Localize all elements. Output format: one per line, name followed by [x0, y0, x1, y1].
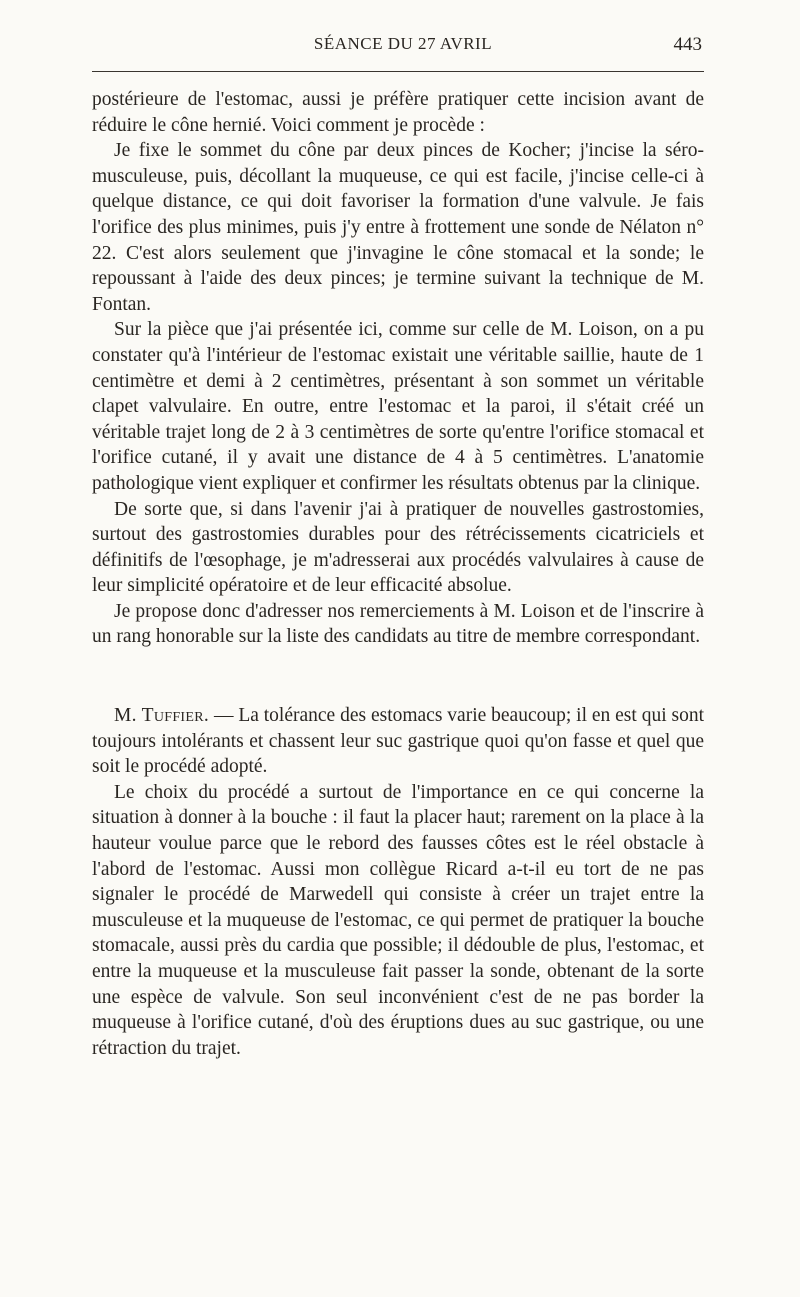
- body-text: [92, 87, 704, 1061]
- paragraph-procedure: Je fixe le sommet du cône par deux pinces de Kocher; j'incise la séro-musculeuse, puis, décollant la muqueuse, ce qui est facile, j'incise celle-ci à quelque distance, ce qui doit favoriser la formation d'une valvule. Je fais l'orifice des plus minimes, puis j'y entre à frottement une sonde de Nélaton n° 22. C'est alors seulement que j'invagine le cône stomacal et la sonde; le repoussant à l'aide des deux pinces; je termine suivant la technique de M. Fontan.: [92, 140, 704, 315]
- header-rule: [92, 71, 704, 72]
- speaker-name: M. Tuffier.: [114, 705, 210, 727]
- tuffier-intervention: [92, 703, 704, 780]
- paragraph-conclusion: De sorte que, si dans l'avenir j'ai à pratiquer de nouvelles gastrostomies, surtout des gastrostomies durables pour des rétrécissements cicatriciels et définitifs de l'œsophage, je m'adresserai aux procédés valvulaires à cause de leur simplicité opératoire et de leur efficacité absolue.: [92, 498, 704, 597]
- paragraph-specimen: Sur la pièce que j'ai présentée ici, comme sur celle de M. Loison, on a pu constater qu'à l'intérieur de l'estomac existait une véritable saillie, haute de 1 centimètre et demi à 2 centimètres, présentant à son sommet un véritable clapet valvulaire. En outre, entre l'estomac et la paroi, il s'était créé un véritable trajet long de 2 à 3 centimètres de sorte qu'entre l'orifice stomacal et l'orifice cutané, il y avait une distance de 4 à 5 centimètres. L'anatomie pathologique vient expliquer et confirmer les résultats obtenus par la clinique.: [92, 319, 704, 494]
- page-number: 443: [673, 34, 702, 55]
- paragraph-continuation: postérieure de l'estomac, aussi je préfère pratiquer cette incision avant de réduire le cône hernié. Voici comment je procède :: [92, 89, 704, 136]
- paragraph-proposal: Je propose donc d'adresser nos remerciements à M. Loison et de l'inscrire à un rang honorable sur la liste des candidats au titre de membre correspondant.: [92, 600, 704, 648]
- running-head: [92, 34, 704, 60]
- tuffier-second-paragraph: Le choix du procédé a surtout de l'importance en ce qui concerne la situation à donner à la bouche : il faut la placer haut; rarement on la place à la hauteur voulue parce que le rebord des fausses côtes est le réel obstacle à l'abord de l'estomac. Aussi mon collègue Ricard a-t-il eu tort de ne pas signaler le procédé de Marwedell qui consiste à créer un trajet entre la musculeuse et la muqueuse de l'estomac, ce qui permet de pratiquer la bouche stomacale, aussi près du cardia que possible; il dédouble de plus, l'estomac, et entre la muqueuse et la musculeuse fait passer la sonde, obtenant de la sorte une espèce de valvule. Son seul inconvénient c'est de ne pas border la muqueuse à l'orifice cutané, d'où des éruptions dues au suc gastrique, ou une rétraction du trajet.: [92, 781, 704, 1059]
- tuffier-first-paragraph: — La tolérance des estomacs varie beaucoup; il en est qui sont toujours intolérants et chassent leur suc gastrique quoi qu'on fasse et quel que soit le procédé adopté.: [92, 705, 704, 778]
- running-title: SÉANCE DU 27 AVRIL: [313, 34, 493, 53]
